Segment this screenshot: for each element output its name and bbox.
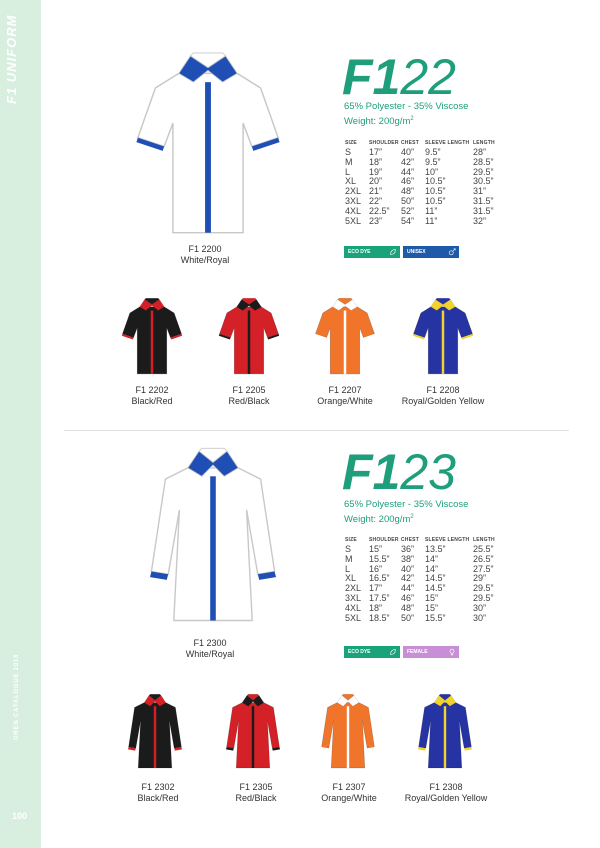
size-cell: 11”	[425, 215, 438, 226]
variant-shirt-image	[318, 692, 378, 772]
size-cell: L	[345, 563, 351, 574]
size-cell: 10.5”	[425, 186, 446, 197]
size-cell: 15”	[425, 602, 439, 613]
size-cell: 21”	[369, 186, 383, 197]
size-cell: 11”	[425, 205, 438, 216]
variant-code: F1 2208	[426, 385, 460, 395]
variant-shirt-image	[218, 297, 280, 377]
size-row	[345, 614, 501, 624]
size-cell: 23”	[369, 215, 383, 226]
leaf-icon	[389, 248, 397, 256]
eco-dye-badge: ECO DYE	[344, 646, 400, 658]
size-cell: 14.5”	[425, 573, 446, 584]
size-cell: 16”	[369, 563, 383, 574]
size-cell: 30”	[473, 612, 487, 623]
placket	[344, 311, 346, 374]
size-cell: 17”	[369, 583, 383, 594]
variant-shirt-image	[223, 692, 283, 772]
variant-colour: Black/Red	[131, 396, 173, 406]
size-cell: 3XL	[345, 592, 362, 603]
size-cell: 38”	[401, 553, 415, 564]
size-cell: 40”	[401, 563, 415, 574]
variant-code: F1 2302	[141, 782, 175, 792]
size-cell: 9.5”	[425, 147, 441, 157]
fabric-text: 65% Polyester - 35% Viscose	[344, 499, 469, 510]
size-header: SIZE	[345, 537, 357, 543]
size-cell: M	[345, 156, 353, 167]
variant-shirt-image	[314, 297, 376, 377]
main-shirt-image	[143, 444, 283, 629]
size-cell: 48”	[401, 602, 415, 613]
size-cell: 46”	[401, 176, 415, 187]
sidebar-brand: F1 UNIFORM	[4, 14, 19, 104]
size-cell: 42”	[401, 156, 415, 167]
product-code-number: 23	[400, 444, 456, 500]
size-cell: 5XL	[345, 215, 362, 226]
size-cell: 14”	[425, 553, 439, 564]
variant-code: F1 2205	[232, 385, 266, 395]
fabric-text: 65% Polyester - 35% Viscose	[344, 101, 469, 112]
size-cell: 31”	[473, 186, 487, 197]
size-cell: 15”	[425, 592, 439, 603]
variant-colour: Orange/White	[317, 396, 373, 406]
size-cell: 18”	[369, 156, 383, 167]
variant-colour: Red/Black	[228, 396, 270, 406]
size-cell: 15.5”	[425, 612, 446, 623]
placket	[444, 706, 446, 768]
size-cell: 3XL	[345, 195, 362, 206]
size-cell: 19”	[369, 166, 383, 177]
page-number: 100	[12, 811, 28, 821]
size-cell: 30”	[473, 602, 487, 613]
variant-colour: Orange/White	[321, 793, 377, 803]
main-shirt-colour: White/Royal	[180, 255, 230, 265]
placket	[442, 311, 444, 374]
variant-colour: Royal/Golden Yellow	[404, 793, 488, 803]
variant-shirt-image	[125, 692, 185, 772]
size-cell: 27.5”	[473, 563, 494, 574]
size-header: SIZE	[345, 140, 357, 146]
size-cell: 42”	[401, 573, 415, 584]
size-header: SHOULDER	[369, 537, 399, 543]
size-cell: 26.5”	[473, 553, 494, 564]
size-cell: 4XL	[345, 205, 362, 216]
size-cell: 50”	[401, 612, 415, 623]
size-cell: 5XL	[345, 612, 362, 623]
size-cell: 29.5”	[473, 592, 494, 603]
size-cell: 30.5”	[473, 176, 494, 187]
size-cell: 28”	[473, 147, 487, 157]
fabric-weight: Weight: $200g/m^2$	[344, 514, 414, 526]
product-code-prefix: F1	[342, 444, 401, 500]
main-shirt-code: F1 2300	[193, 638, 227, 648]
size-chart	[345, 537, 501, 623]
size-cell: 16.5”	[369, 573, 390, 584]
product-code-prefix: F1	[342, 49, 401, 105]
eco-dye-badge: ECO DYE	[344, 246, 400, 258]
size-cell: XL	[345, 176, 357, 187]
size-cell: 10.5”	[425, 176, 446, 187]
variant-code: F1 2307	[332, 782, 366, 792]
variant-colour: Red/Black	[235, 793, 277, 803]
size-cell: 13.5”	[425, 544, 446, 554]
main-shirt-image	[133, 50, 283, 240]
size-cell: 14”	[425, 563, 439, 574]
size-cell: 32”	[473, 215, 487, 226]
size-cell: 29”	[473, 573, 487, 584]
variant-colour: Royal/Golden Yellow	[401, 396, 485, 406]
fabric-composition	[344, 101, 468, 128]
size-cell: 20”	[369, 176, 383, 187]
size-cell: 2XL	[345, 186, 362, 197]
size-cell: 17.5”	[369, 592, 390, 603]
size-header: LENGTH	[473, 537, 495, 543]
placket	[151, 311, 153, 374]
size-header: SHOULDER	[369, 140, 399, 146]
product-code-title	[342, 444, 456, 500]
size-cell: 52”	[401, 205, 415, 216]
size-cell: 2XL	[345, 583, 362, 594]
size-cell: 9.5”	[425, 156, 441, 167]
size-cell: 44”	[401, 166, 415, 177]
size-cell: 54”	[401, 215, 415, 226]
size-cell: S	[345, 544, 352, 554]
size-cell: 50”	[401, 195, 415, 206]
size-header: SLEEVE LENGTH	[425, 140, 470, 146]
size-cell: 22”	[369, 195, 383, 206]
size-cell: 22.5”	[369, 205, 390, 216]
size-cell: 15.5”	[369, 553, 390, 564]
size-cell: 25.5”	[473, 544, 494, 554]
fabric-weight: Weight: $200g/m^2$	[344, 116, 414, 128]
main-shirt-colour: White/Royal	[185, 649, 235, 659]
size-header: CHEST	[401, 537, 419, 543]
variant-code: F1 2308	[429, 782, 463, 792]
size-cell: 17”	[369, 147, 383, 157]
variant-shirt-image	[412, 297, 474, 377]
main-shirt-code: F1 2200	[188, 244, 222, 254]
size-cell: 31.5”	[473, 205, 494, 216]
female-badge: FEMALE	[403, 646, 459, 658]
variant-code: F1 2207	[328, 385, 362, 395]
sidebar	[0, 0, 41, 848]
variant-shirt-image	[121, 297, 183, 377]
section-divider	[64, 430, 569, 431]
product-code-number: 22	[400, 49, 456, 105]
size-cell: 31.5”	[473, 195, 494, 206]
size-cell: 10.5”	[425, 195, 446, 206]
placket	[154, 706, 156, 768]
gender-icon	[448, 248, 456, 256]
size-cell: M	[345, 553, 353, 564]
size-header: SLEEVE LENGTH	[425, 537, 470, 543]
female-icon	[448, 648, 456, 656]
fabric-composition	[344, 499, 468, 526]
size-cell: 18”	[369, 602, 383, 613]
variant-shirt-image	[415, 692, 475, 772]
placket	[252, 706, 254, 768]
size-cell: 40”	[401, 147, 415, 157]
size-cell: 29.5”	[473, 166, 494, 177]
leaf-icon	[389, 648, 397, 656]
size-cell: 28.5”	[473, 156, 494, 167]
size-cell: 36”	[401, 544, 415, 554]
placket	[210, 476, 216, 620]
size-cell: 48”	[401, 186, 415, 197]
sidebar-catalogue-label: OREN CATALOGUE 2018	[14, 653, 20, 740]
placket	[248, 311, 250, 374]
size-cell: 4XL	[345, 602, 362, 613]
size-header: LENGTH	[473, 140, 495, 146]
size-cell: 15”	[369, 544, 383, 554]
size-chart	[345, 140, 501, 226]
size-cell: XL	[345, 573, 357, 584]
placket	[347, 706, 349, 768]
size-cell: 18.5”	[369, 612, 390, 623]
size-header: CHEST	[401, 140, 419, 146]
variant-code: F1 2202	[135, 385, 169, 395]
size-row	[345, 217, 501, 227]
size-cell: 46”	[401, 592, 415, 603]
unisex-badge: UNISEX	[403, 246, 459, 258]
variant-code: F1 2305	[239, 782, 273, 792]
size-cell: 14.5”	[425, 583, 446, 594]
size-cell: L	[345, 166, 351, 177]
size-cell: 10”	[425, 166, 439, 177]
product-code-title	[342, 49, 456, 105]
size-cell: 44”	[401, 583, 415, 594]
variant-colour: Black/Red	[137, 793, 179, 803]
size-cell: S	[345, 147, 352, 157]
size-cell: 29.5”	[473, 583, 494, 594]
placket	[205, 82, 211, 233]
